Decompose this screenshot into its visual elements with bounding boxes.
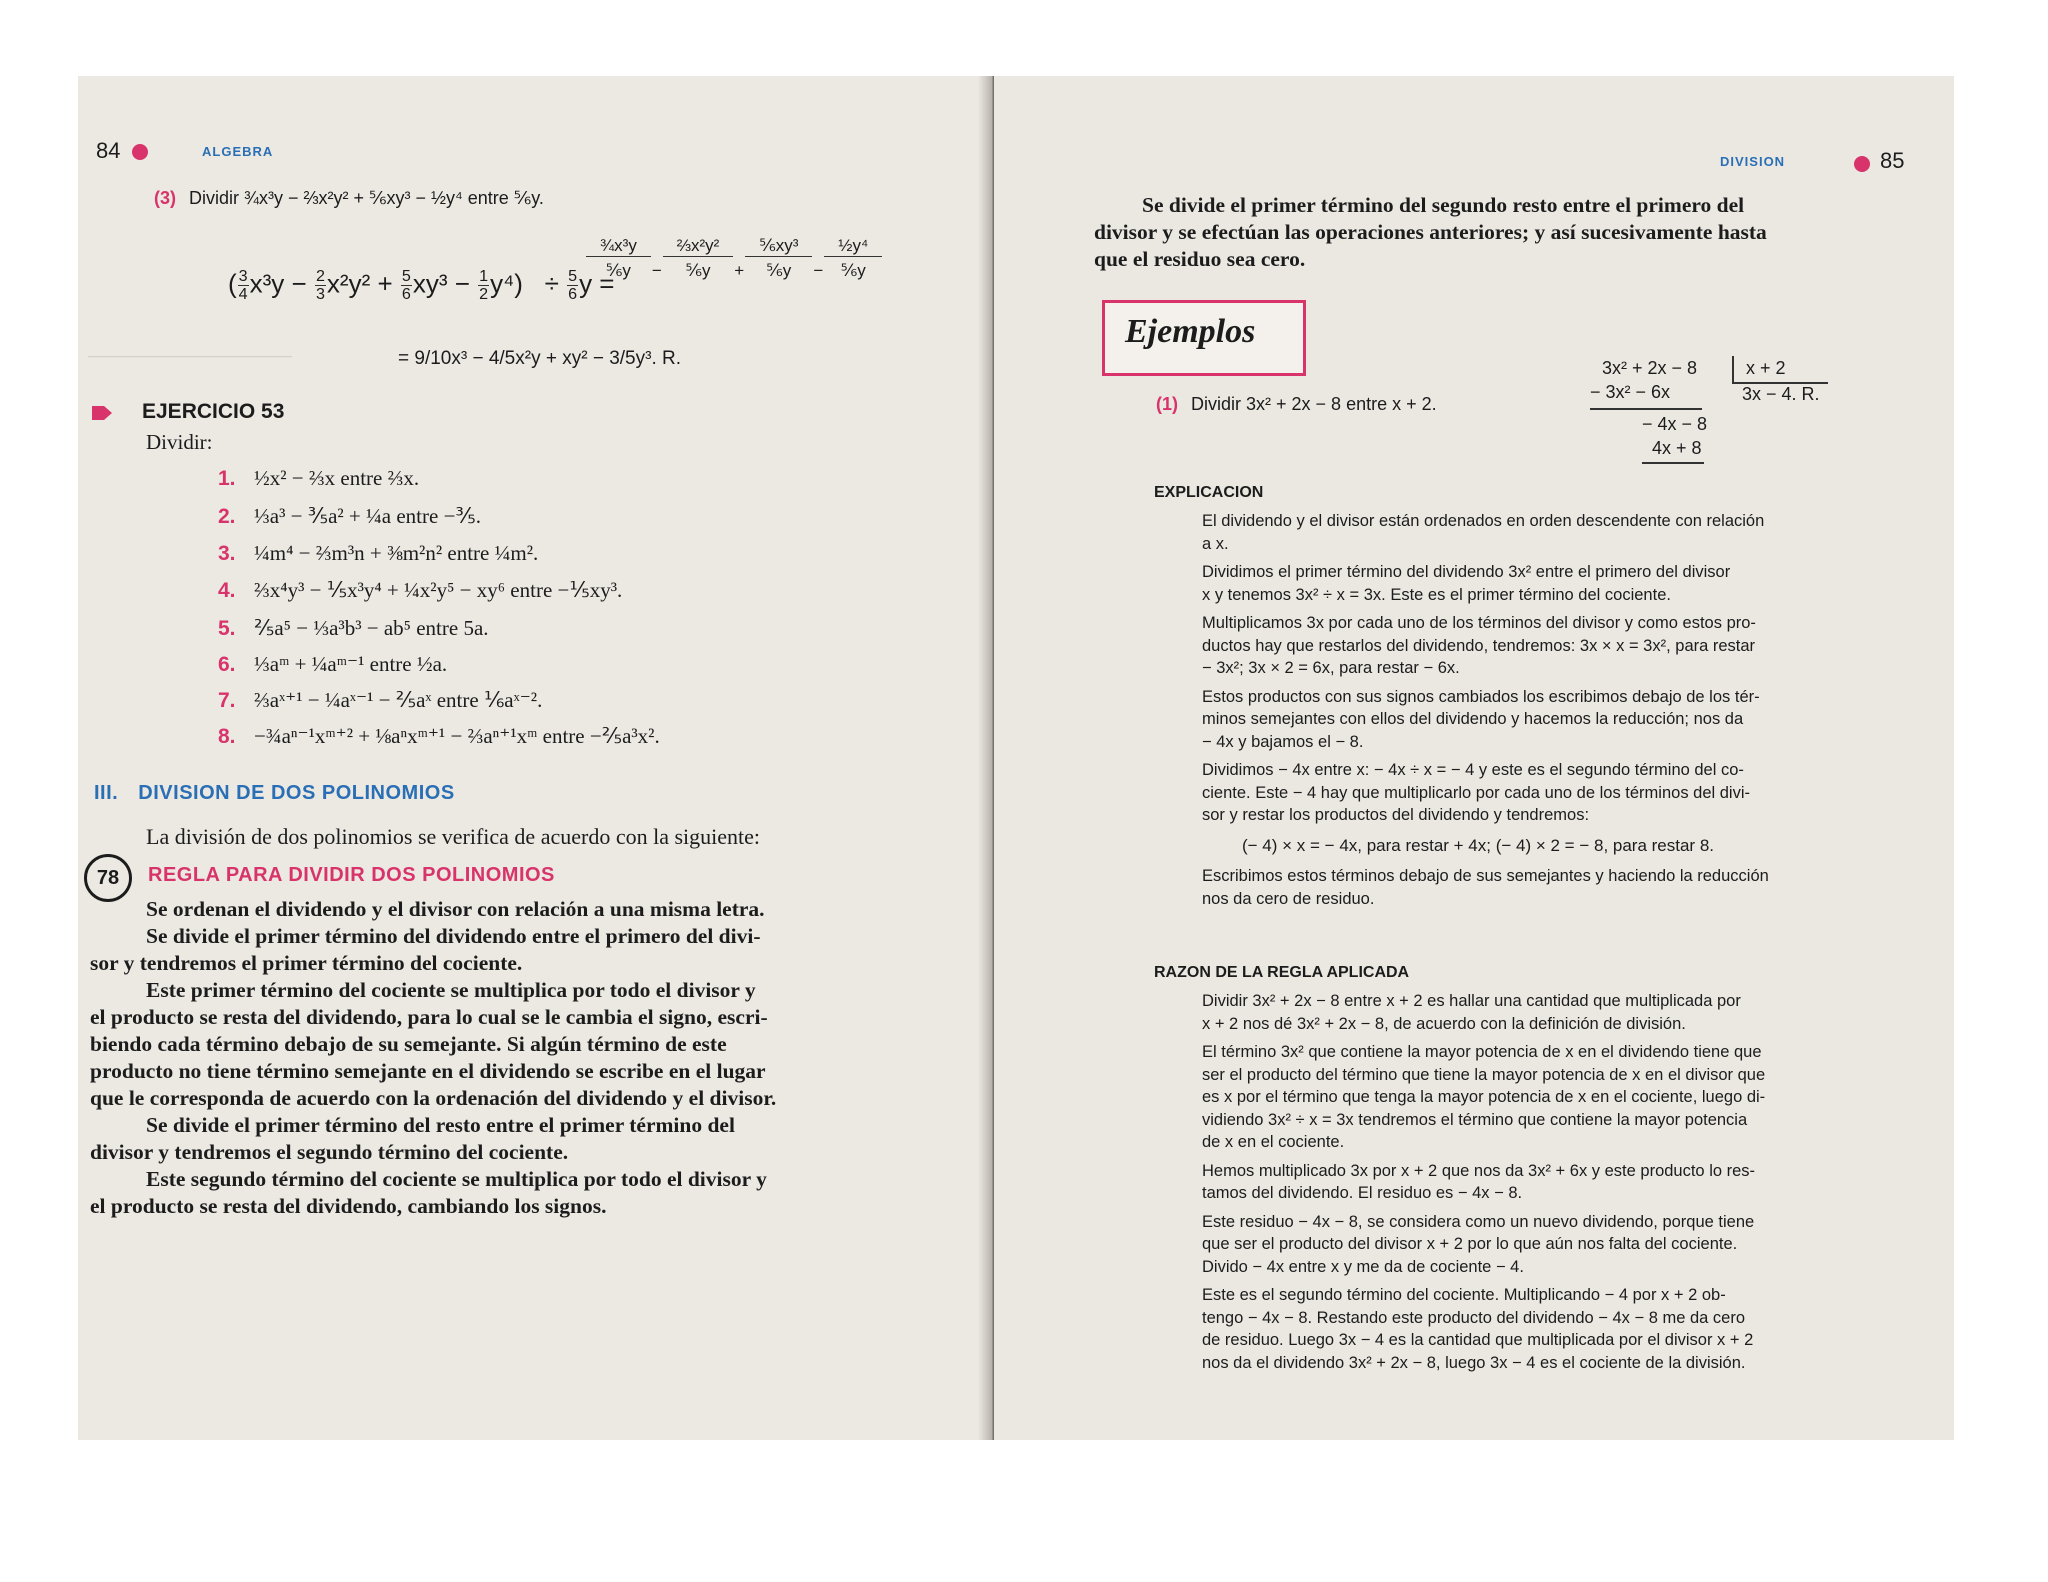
exercise-item: 5. ⅖a⁵ − ⅓a³b³ − ab⁵ entre 5a. [218,616,489,640]
subtraction-line-2 [1642,462,1704,464]
rule-number: 78 [84,854,132,902]
example-statement: Dividir ¾x³y − ⅔x²y² + ⅚xy³ − ½y⁴ entre ⅚y. [189,188,544,208]
razon-title: RAZON DE LA REGLA APLICADA [1154,964,1410,981]
left-page [78,76,994,1440]
page-number-left: 84 [96,138,121,163]
rule-title: REGLA PARA DIVIDIR DOS POLINOMIOS [148,864,555,886]
example-3-result: = 9/10x³ − 4/5x²y + xy² − 3/5y³. R. [398,348,682,369]
ejemplos-box [1102,300,1306,376]
subtraction-row-2: 4x + 8 [1652,438,1702,458]
dividend: 3x² + 2x − 8 [1602,358,1698,378]
subtraction-row: − 3x² − 6x [1590,382,1671,402]
example-statement: Dividir 3x² + 2x − 8 entre x + 2. [1191,394,1437,414]
rule-text: Se ordenan el dividendo y el divisor con relación a una misma letra. Se divide el primer término del dividendo entre el primero del divi- sor y tendremos el primer término del cociente. Este primer término del cociente se multiplica por todo el divisor y el producto se resta del dividendo, para lo cual se le cambia el signo, escri- biendo cada término debajo de su semejante. Si algún término de este producto no tiene término semejante en el dividendo se escribe en el lugar que le corresponda de acuerdo con la ordenación del dividendo y el divisor. Se divide el primer término del resto entre el primer término del divisor y tendremos el segundo término del cociente. Este segundo término del cociente se multiplica por todo el divisor y el producto se resta del dividendo, cambiando los signos. [90,897,777,1218]
section-heading [94,782,455,805]
subtraction-line [1590,408,1702,410]
exercise-intro: Dividir: [146,430,213,454]
division-bracket-vertical [1732,356,1734,384]
divisor: x + 2 [1746,358,1786,378]
header-dot [132,143,148,161]
explicacion-text: El dividendo y el divisor están ordenados en orden descendente con relación a x. Dividimos el primer término del dividendo 3x² entre el primero del divisor x y tenemos 3x² ÷ x = 3x. Este es el primer término del cociente. Multiplicamos 3x por cada uno de los términos del divisor y como estos pro- ductos hay que restarlos del dividendo, tendremos: 3x × x = 3x², para restar − 3x²; 3x × 2 = 6x, para restar − 6x. Estos productos con sus signos cambiados los escribimos debajo de los tér- minos semejantes con ellos del dividendo y hacemos la reducción; nos da − 4x y bajamos el − 8. Dividimos − 4x entre x: − 4x ÷ x = − 4 y este es el segundo término del co- ciente. Este − 4 hay que multiplicarlo por cada uno de los términos del divi- sor y restar los productos del dividendo y tendremos: (− 4) × x = − 4x, para restar + 4x; (− 4) × 2 = − 8, para restar 8. Escribimos estos términos debajo de sus semejantes y haciendo la reducción nos da cero de residuo. [1202,512,1769,908]
right-page [994,76,1954,1440]
running-header-right: DIVISION [1720,154,1786,169]
exercise-marker-icon [92,406,112,420]
intro-paragraph: Se divide el primer término del segundo resto entre el primero del divisor y se efectúan las operaciones anteriores; y así sucesivamente hasta que el residuo sea cero. [1094,193,1767,271]
exercise-item: 8. −¾aⁿ⁻¹xᵐ⁺² + ⅛aⁿxᵐ⁺¹ − ⅔aⁿ⁺¹xᵐ entre −⅖a³x². [218,724,660,748]
remainder-row: − 4x − 8 [1642,414,1708,434]
exercise-item: 6. ⅓aᵐ + ¼aᵐ⁻¹ entre ½a. [218,652,448,676]
example-3 [154,188,544,209]
example-label: (1) [1156,394,1178,414]
division-expression: ( $\frac{3}{4}$ x³y − $\frac{2}{3}$ x²y² + $\frac{5}{6}$ xy³ − $\frac{1}{2}$ y⁴) ÷ $\frac{5}{6}$ y = [228,267,615,303]
example-label: (3) [154,188,176,208]
exercise-item: 2. ⅓a³ − ⅗a² + ¼a entre −⅗. [218,504,482,528]
header-dot [1854,155,1870,173]
explicacion-title: EXPLICACION [1154,484,1264,501]
exercise-item: 1. ½x² − ⅔x entre ⅔x. [218,466,420,490]
bleed-through-text: ──────────────── [88,346,293,366]
running-header-left: ALGEBRA [202,144,274,159]
exercise-item: 4. ⅔x⁴y³ − ⅕x³y⁴ + ¼x²y⁵ − xy⁶ entre −⅕xy³. [218,578,623,602]
exercise-title: EJERCICIO 53 [142,400,285,423]
quotient-fractions: ¾x³y ⅔x²y² ⅚xy³ ½y⁴ ⅚y − ⅚y + ⅚y − ⅚y [586,236,882,285]
section-title: DIVISION DE DOS POLINOMIOS [138,782,455,804]
example-1 [1156,394,1437,415]
exercise-item: 3. ¼m⁴ − ⅔m³n + ⅜m²n² entre ¼m². [218,541,539,565]
page-number-right: 85 [1880,148,1905,173]
ejemplos-title: Ejemplos [1125,313,1256,350]
razon-text: Dividir 3x² + 2x − 8 entre x + 2 es hallar una cantidad que multiplicada por x + 2 nos dé 3x² + 2x − 8, de acuerdo con la definición de división. El término 3x² que contiene la mayor potencia de x en el dividendo tiene que ser el producto del término que tiene la mayor potencia de x en el divisor que es x por el término que tenga la mayor potencia de x en el cociente, luego di- vidiendo 3x² ÷ x = 3x tendremos el término que contiene la mayor potencia de x en el cociente. Hemos multiplicado 3x por x + 2 que nos da 3x² + 6x y este producto lo res- tamos del dividendo. El residuo es − 4x − 8. Este residuo − 4x − 8, se considera como un nuevo dividendo, porque tiene que ser el producto del divisor x + 2 por lo que aún nos falta del cociente. Divido − 4x entre x y me da de cociente − 4. Este es el segundo término del cociente. Multiplicando − 4 por x + 2 ob- tengo − 4x − 8. Restando este producto del dividendo − 4x − 8 me da cero de residuo. Luego 3x − 4 es la cantidad que multiplicada por el divisor x + 2 nos da el dividendo 3x² + 2x − 8, luego 3x − 4 es el cociente de la división. [1202,992,1766,1372]
quotient: 3x − 4. R. [1742,384,1820,404]
section-roman: III. [94,782,119,804]
section-intro: La división de dos polinomios se verifica de acuerdo con la siguiente: [146,824,761,849]
exercise-item: 7. ⅔aˣ⁺¹ − ¼aˣ⁻¹ − ⅖aˣ entre ⅙aˣ⁻². [218,688,543,712]
